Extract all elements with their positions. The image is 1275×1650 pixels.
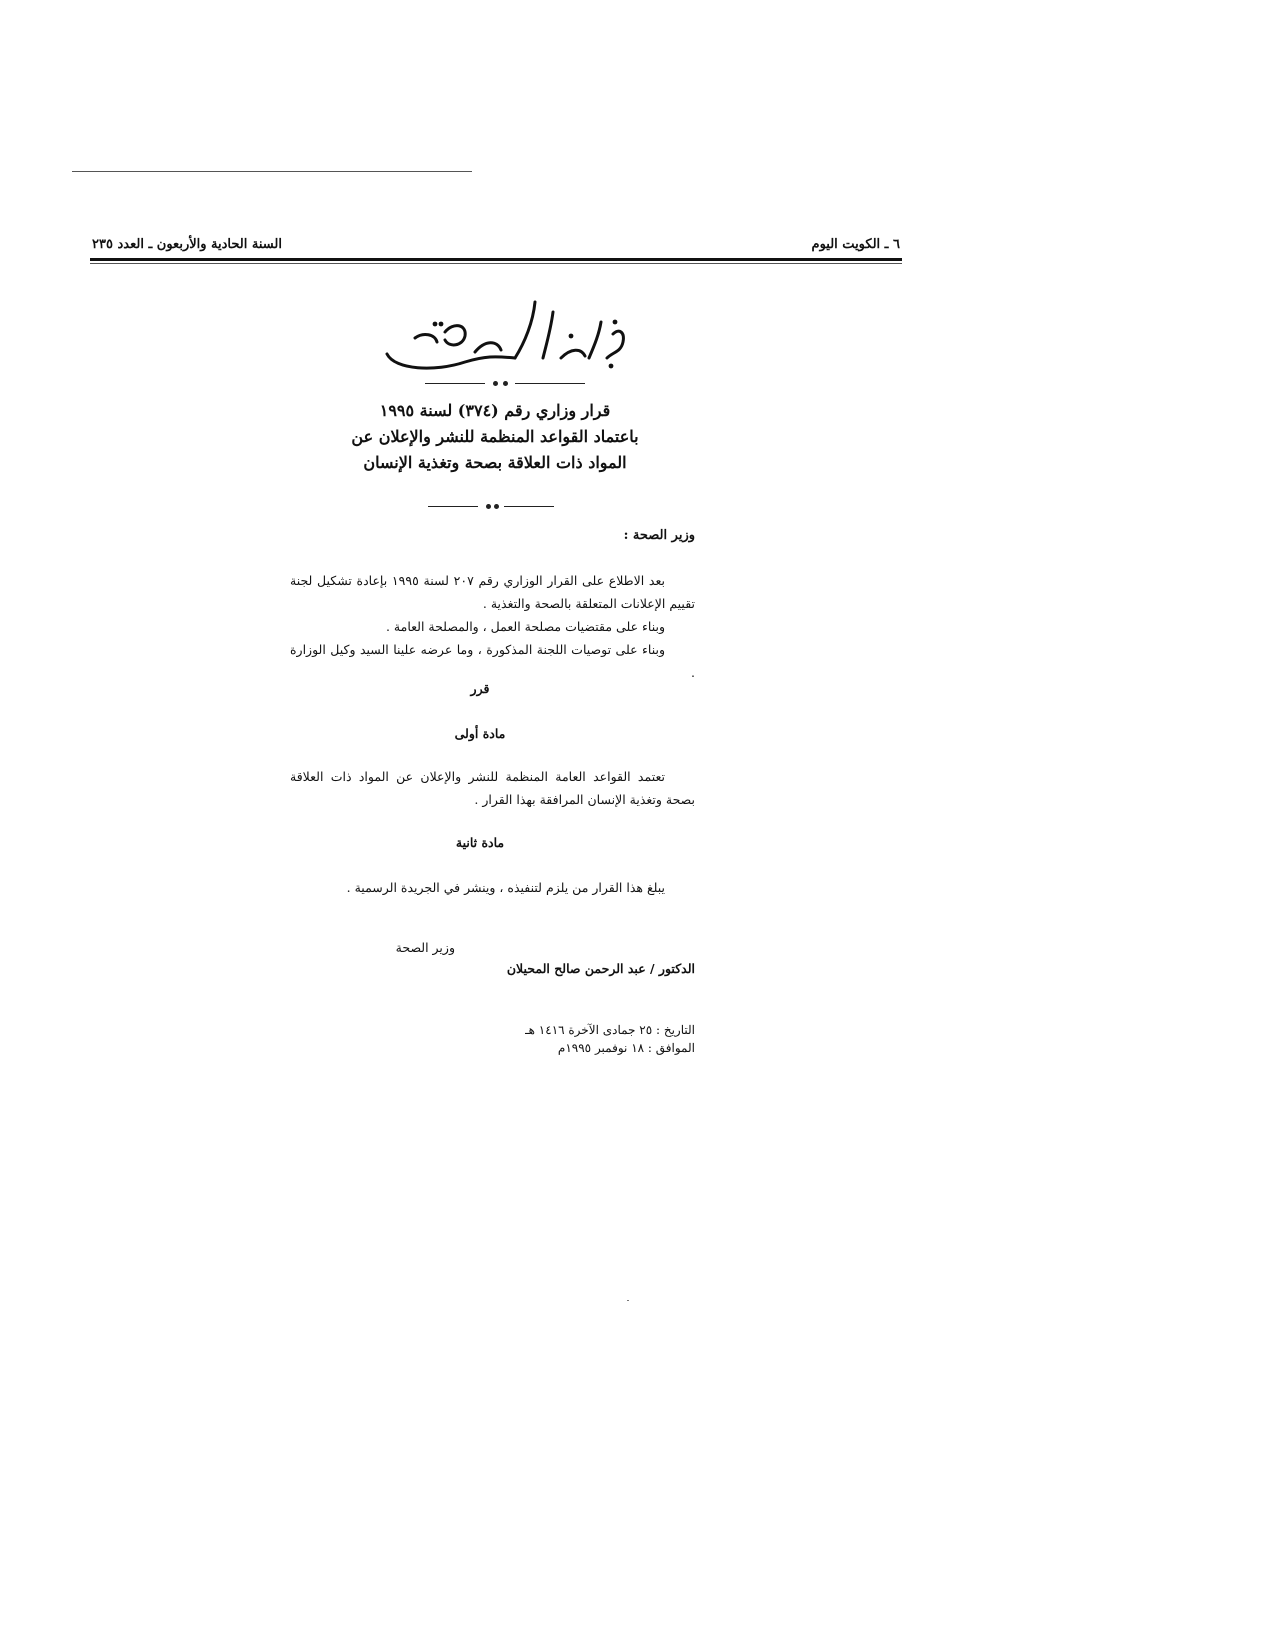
article-2-text: يبلغ هذا القرار من يلزم لتنفيذه ، وينشر في الجريدة الرسمية . (346, 880, 665, 895)
preamble (290, 569, 695, 684)
date-block (525, 1021, 695, 1057)
article-2-heading: مادة ثانية (455, 835, 505, 850)
ornament-divider (425, 380, 585, 388)
page-label: ٦ ـ الكويت اليوم (811, 237, 900, 252)
minister-heading: وزير الصحة : (623, 528, 695, 543)
ornament-divider (428, 503, 554, 511)
signature-name: الدكتور / عبد الرحمن صالح المحيلان (506, 961, 695, 976)
header-rule (90, 258, 902, 261)
preamble-paragraph: وبناء على مقتضيات مصلحة العمل ، والمصلحة العامة . (385, 619, 665, 634)
scan-artifact-rule (72, 171, 472, 172)
hijri-date: التاريخ : ٢٥ جمادى الآخرة ١٤١٦ هـ (525, 1023, 695, 1037)
ministry-calligraphy-emblem (375, 292, 635, 382)
preamble-paragraph: وبناء على توصيات اللجنة المذكورة ، وما عرضه علينا السيد وكيل الوزارة . (290, 642, 695, 680)
header-rule-thin (90, 263, 902, 264)
preamble-paragraph: بعد الاطلاع على القرار الوزاري رقم ٢٠٧ لسنة ١٩٩٥ بإعادة تشكيل لجنة تقييم الإعلانات المتعلقة بالصحة والتغذية . (290, 573, 695, 611)
decree-title-line: باعتماد القواعد المنظمة للنشر والإعلان عن (351, 427, 639, 446)
scan-speck (627, 1300, 629, 1301)
article-1-text: تعتمد القواعد العامة المنظمة للنشر والإعلان عن المواد ذات العلاقة بصحة وتغذية الإنسان المرافقة بهذا القرار . (290, 769, 695, 807)
issue-label: السنة الحادية والأربعون ـ العدد ٢٣٥ (92, 237, 282, 252)
signature-title: وزير الصحة (395, 940, 455, 955)
decided-heading: قرر (470, 681, 490, 696)
decree-title-line: قرار وزاري رقم (٣٧٤) لسنة ١٩٩٥ (379, 401, 611, 420)
decree-title (330, 398, 660, 476)
decree-title-line: المواد ذات العلاقة بصحة وتغذية الإنسان (363, 453, 627, 472)
article-1-heading: مادة أولى (454, 726, 506, 741)
gregorian-date: الموافق : ١٨ نوفمبر ١٩٩٥م (557, 1041, 695, 1055)
